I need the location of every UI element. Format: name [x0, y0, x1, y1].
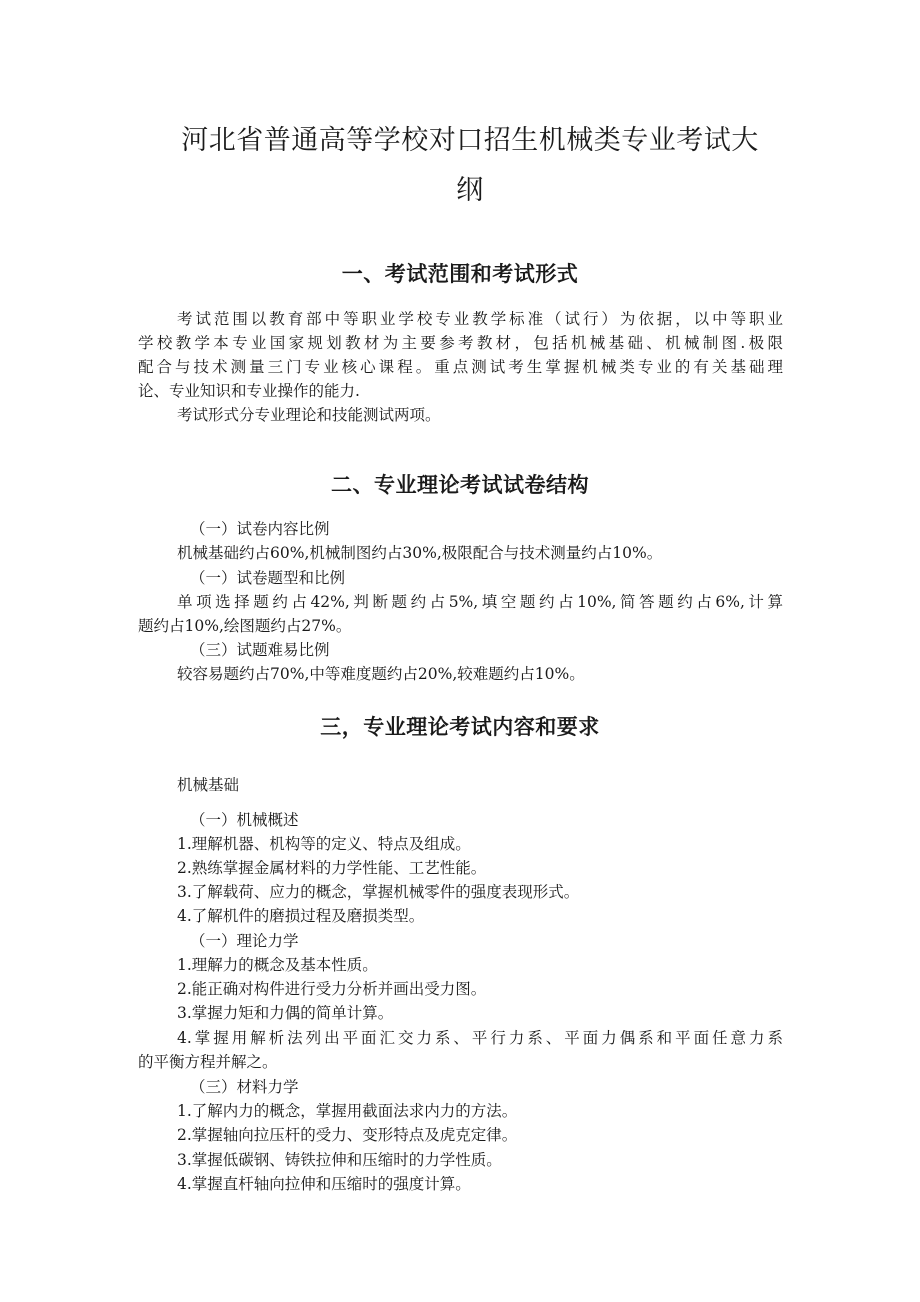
section2-sub2-text-line1: 单项选择题约占42%,判断题约占5%,填空题约占10%,简答题约占6%,计算: [177, 593, 783, 611]
section1-para1-line4: 论、专业知识和专业操作的能力.: [138, 382, 360, 400]
section1-para1-line1: 考试范围以教育部中等职业学校专业教学标准（试行）为依据，以中等职业: [177, 310, 783, 328]
section3-group2-title: （一）理论力学: [190, 932, 299, 950]
section3-group2-item4-line1: 4.掌握用解析法列出平面汇交力系、平行力系、平面力偶系和平面任意力系: [177, 1029, 783, 1047]
section1-heading: 一、考试范围和考试形式: [341, 262, 579, 286]
section3-group2-item3: 3.掌握力矩和力偶的简单计算。: [177, 1004, 394, 1022]
section3-group1-item4: 4.了解机件的磨损过程及磨损类型。: [177, 907, 425, 925]
section3-group2-item4-line2: 的平衡方程并解之。: [138, 1053, 278, 1071]
section2-sub1-text: 机械基础约占60%,机械制图约占30%,极限配合与技术测量约占10%。: [177, 544, 663, 562]
section3-group2-item1: 1.理解力的概念及基本性质。: [177, 956, 378, 974]
section3-group1-item3: 3.了解载荷、应力的概念，掌握机械零件的强度表现形式。: [177, 883, 580, 901]
section3-group1-item2: 2.熟练掌握金属材料的力学性能、工艺性能。: [177, 859, 487, 877]
section2-heading: 二、专业理论考试试卷结构: [331, 473, 589, 497]
section1-para2: 考试形式分专业理论和技能测试两项。: [177, 406, 441, 424]
section1-para1-line2: 学校教学本专业国家规划教材为主要参考教材，包括机械基础、机械制图.极限: [138, 334, 783, 352]
section2-sub1-title: （一）试卷内容比例: [190, 520, 330, 538]
section3-group3-item1: 1.了解内力的概念，掌握用截面法求内力的方法。: [177, 1102, 518, 1120]
section2-sub2-title: （一）试卷题型和比例: [190, 569, 346, 587]
section3-group3-item4: 4.掌握直杆轴向拉伸和压缩时的强度计算。: [177, 1175, 471, 1193]
section3-group3-item2: 2.掌握轴向拉压杆的受力、变形特点及虎克定律。: [177, 1126, 518, 1144]
section3-heading: 三，专业理论考试内容和要求: [320, 715, 600, 739]
section2-sub3-text: 较容易题约占70%,中等难度题约占20%,较难题约占10%。: [177, 665, 585, 683]
section3-group2-item2: 2.能正确对构件进行受力分析并画出受力图。: [177, 980, 487, 998]
section2-sub2-text-line2: 题约占10%,绘图题约占27%。: [138, 617, 352, 635]
section3-group1-title: （一）机械概述: [190, 811, 299, 829]
section2-sub3-title: （三）试题难易比例: [190, 641, 330, 659]
section3-group3-title: （三）材料力学: [190, 1078, 299, 1096]
section3-subject: 机械基础: [177, 776, 240, 794]
document-title-line2: 纲: [456, 175, 484, 206]
document-title-line1: 河北省普通高等学校对口招生机械类专业考试大: [181, 125, 759, 156]
section3-group3-item3: 3.掌握低碳钢、铸铁拉伸和压缩时的力学性质。: [177, 1151, 502, 1169]
section1-para1-line3: 配合与技术测量三门专业核心课程。重点测试考生掌握机械类专业的有关基础理: [138, 358, 783, 376]
section3-group1-item1: 1.理解机器、机构等的定义、特点及组成。: [177, 835, 471, 853]
